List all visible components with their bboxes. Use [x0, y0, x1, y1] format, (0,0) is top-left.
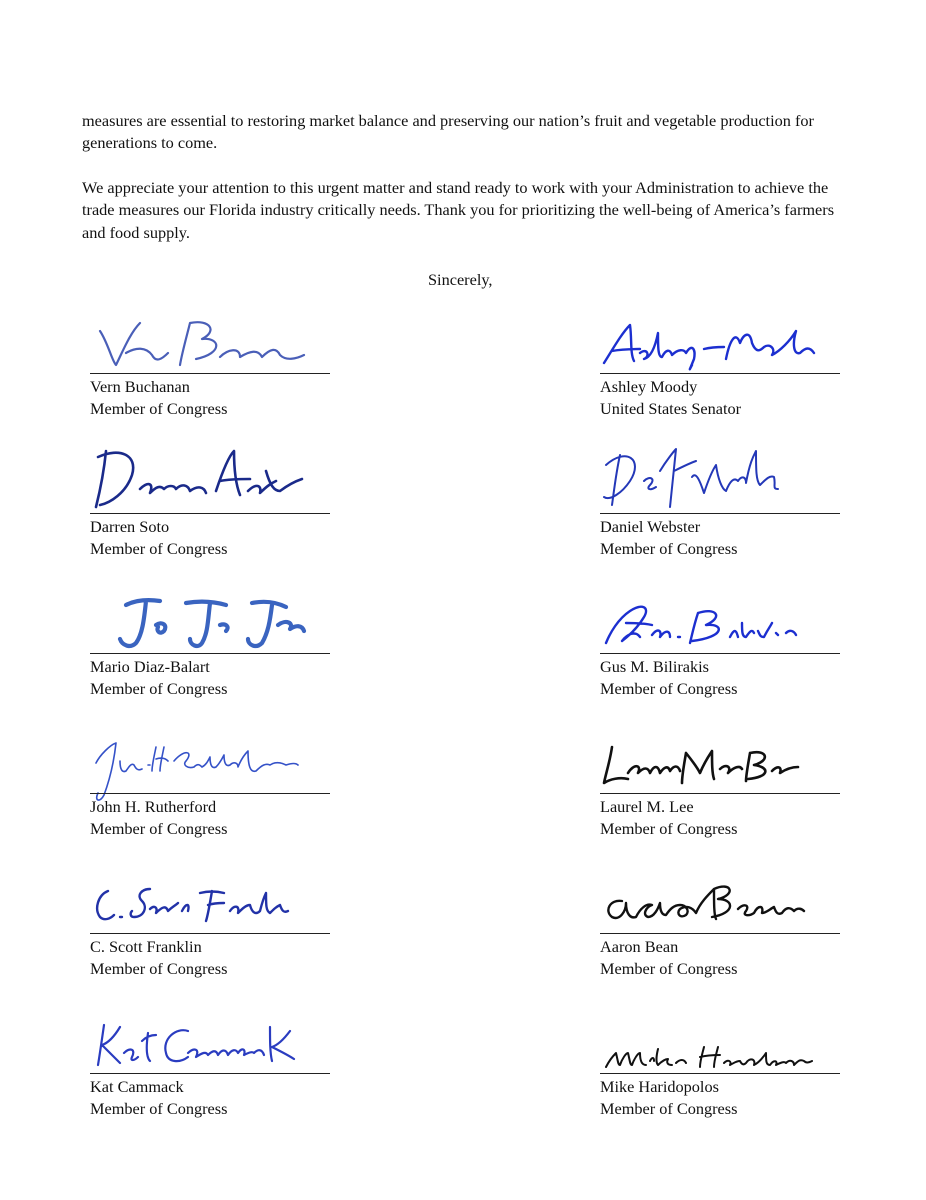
- signatory-name: Ashley Moody: [600, 377, 698, 396]
- signatory-title: Member of Congress: [600, 959, 738, 978]
- signatory-name: Aaron Bean: [600, 937, 679, 956]
- signatory-name: Darren Soto: [90, 517, 170, 536]
- handwritten-signature-ashley-moody: [600, 313, 840, 373]
- handwritten-signature-kat-cammack: [90, 1013, 330, 1073]
- signatory-title: Member of Congress: [90, 819, 228, 838]
- handwritten-signature-mario-diaz-balart: [90, 591, 330, 661]
- letter-closing: Sincerely,: [428, 270, 493, 289]
- handwritten-signature-laurel-lee: [600, 733, 840, 793]
- signatory-title: Member of Congress: [90, 1099, 228, 1118]
- handwritten-signature-aaron-bean: [600, 873, 840, 933]
- handwritten-signature-darren-soto: [90, 441, 330, 513]
- letter-paragraph-2: We appreciate your attention to this urgent matter and stand ready to work with your Administration to achieve the trade measures our Florida industry critically needs. Thank you for prioritizing the well-being of America’s farmers and food supply.: [82, 178, 835, 242]
- letter-paragraph-1: measures are essential to restoring market balance and preserving our nation’s fruit and vegetable production for generations to come.: [82, 111, 814, 153]
- signatory-title: Member of Congress: [600, 539, 738, 558]
- signatory-title: Member of Congress: [600, 819, 738, 838]
- signatory-title: Member of Congress: [600, 1099, 738, 1118]
- handwritten-signature-vern-buchanan: [90, 313, 330, 373]
- handwritten-signature-scott-franklin: [90, 873, 330, 933]
- signatory-name: Gus M. Bilirakis: [600, 657, 710, 676]
- handwritten-signature-daniel-webster: [600, 441, 840, 513]
- signatory-name: C. Scott Franklin: [90, 937, 202, 956]
- signatory-title: Member of Congress: [90, 539, 228, 558]
- signatory-title: Member of Congress: [90, 399, 228, 418]
- signatory-title: Member of Congress: [90, 679, 228, 698]
- signatory-name: John H. Rutherford: [90, 797, 217, 816]
- signatory-name: Daniel Webster: [600, 517, 701, 536]
- signatory-title: Member of Congress: [90, 959, 228, 978]
- signatory-title: Member of Congress: [600, 679, 738, 698]
- handwritten-signature-gus-bilirakis: [600, 593, 840, 653]
- signatory-name: Laurel M. Lee: [600, 797, 694, 816]
- signatory-title: United States Senator: [600, 399, 742, 418]
- signatory-name: Mario Diaz-Balart: [90, 657, 210, 676]
- handwritten-signature-mike-haridopolos: [600, 1033, 840, 1073]
- signatory-name: Kat Cammack: [90, 1077, 184, 1096]
- signatory-name: Vern Buchanan: [90, 377, 190, 396]
- signatory-name: Mike Haridopolos: [600, 1077, 719, 1096]
